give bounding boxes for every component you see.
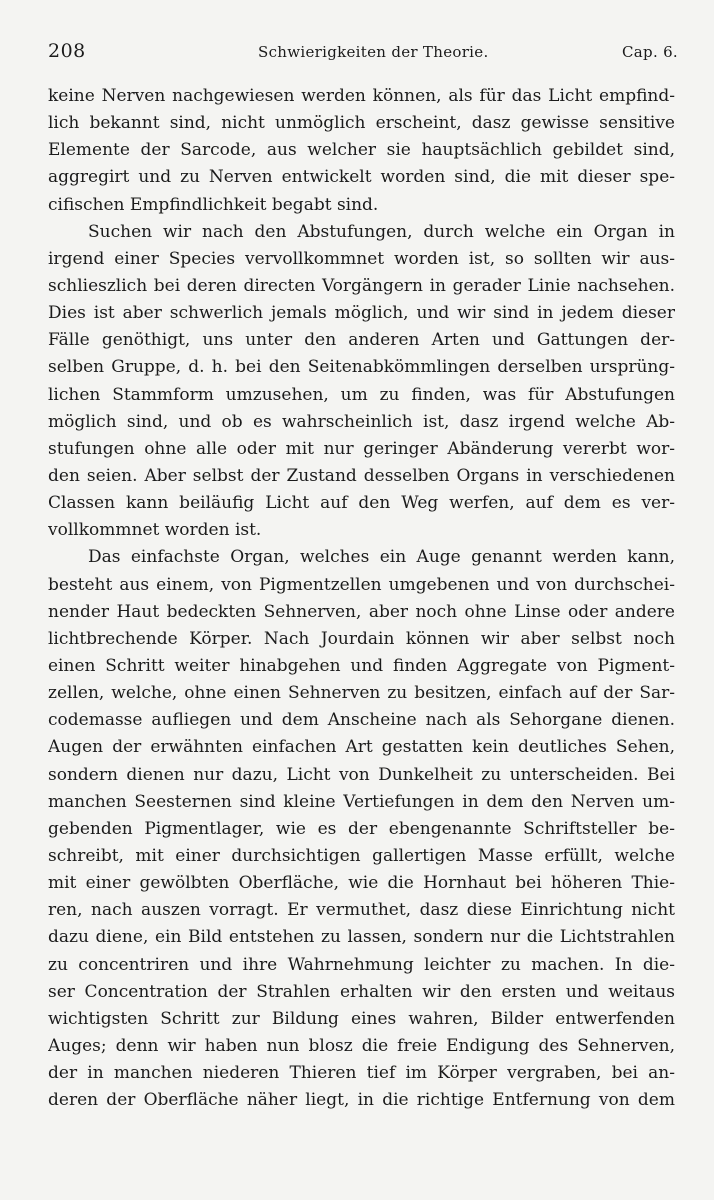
- text-line: sondern dienen nur dazu, Licht von Dunkelheit zu unterscheiden. Bei: [48, 764, 675, 785]
- text-line: gebenden Pigmentlager, wie es der ebengenannte Schriftsteller be-: [48, 818, 675, 839]
- text-line: Auges; denn wir haben nun blosz die freie Endigung des Sehnerven,: [48, 1035, 675, 1056]
- text-line: lichen Stammform umzusehen, um zu finden, was für Abstufungen: [48, 384, 675, 405]
- body-text: [48, 83, 675, 1114]
- text-line: cifischen Empfindlichkeit begabt sind.: [48, 194, 379, 215]
- text-line: mit einer gewölbten Oberfläche, wie die Hornhaut bei höheren Thie-: [48, 873, 675, 894]
- text-line: dazu diene, ein Bild entstehen zu lassen, sondern nur die Lichtstrahlen: [48, 927, 675, 948]
- text-line: Dies ist aber schwerlich jemals möglich, und wir sind in jedem dieser: [48, 303, 675, 324]
- text-line: manchen Seesternen sind kleine Vertiefungen in dem den Nerven um-: [48, 791, 675, 812]
- text-line: vollkommnet worden ist.: [48, 520, 262, 541]
- text-line: einen Schritt weiter hinabgehen und finden Aggregate von Pigment-: [48, 655, 675, 676]
- text-line: besteht aus einem, von Pigmentzellen umgebenen und von durchschei-: [48, 574, 675, 595]
- text-line: der in manchen niederen Thieren tief im Körper vergraben, bei an-: [48, 1063, 675, 1084]
- text-line: codemasse aufliegen und dem Anscheine nach als Sehorgane dienen.: [48, 710, 675, 731]
- text-line: wichtigsten Schritt zur Bildung eines wahren, Bilder entwerfenden: [48, 1008, 675, 1029]
- text-line: zellen, welche, ohne einen Sehnerven zu besitzen, einfach auf der Sar-: [48, 683, 675, 704]
- text-line: lich bekannt sind, nicht unmöglich erscheint, dasz gewisse sensitive: [48, 113, 675, 134]
- text-line: ser Concentration der Strahlen erhalten wir den ersten und weitaus: [48, 981, 675, 1002]
- page-number: 208: [48, 40, 86, 62]
- text-line: zu concentriren und ihre Wahrnehmung leichter zu machen. In die-: [48, 954, 675, 975]
- text-line: möglich sind, und ob es wahrscheinlich ist, dasz irgend welche Ab-: [48, 411, 675, 432]
- text-line: Fälle genöthigt, uns unter den anderen Arten und Gattungen der-: [48, 330, 675, 351]
- text-line: irgend einer Species vervollkommnet worden ist, so sollten wir aus-: [48, 248, 675, 269]
- text-line: nender Haut bedeckten Sehnerven, aber noch ohne Linse oder andere: [48, 601, 675, 622]
- text-line: keine Nerven nachgewiesen werden können, als für das Licht empfind-: [48, 86, 675, 106]
- text-line: aggregirt und zu Nerven entwickelt worden sind, die mit dieser spe-: [48, 167, 675, 188]
- text-line: Augen der erwähnten einfachen Art gestatten kein deutliches Sehen,: [48, 737, 675, 758]
- page-header: [48, 40, 678, 66]
- text-line: ren, nach auszen vorragt. Er vermuthet, dasz diese Einrichtung nicht: [48, 900, 675, 921]
- text-line: Classen kann beiläufig Licht auf den Weg werfen, auf dem es ver-: [48, 493, 675, 514]
- text-line: deren der Oberfläche näher liegt, in die richtige Entfernung von dem: [48, 1090, 675, 1111]
- text-line: schreibt, mit einer durchsichtigen gallertigen Masse erfüllt, welche: [48, 845, 675, 866]
- chapter-label: Cap. 6.: [622, 43, 678, 61]
- text-line: Suchen wir nach den Abstufungen, durch welche ein Organ in: [88, 221, 675, 242]
- running-head: Schwierigkeiten der Theorie.: [258, 43, 489, 61]
- text-line: selben Gruppe, d. h. bei den Seitenabkömmlingen derselben ursprüng-: [48, 357, 675, 378]
- text-line: schlieszlich bei deren directen Vorgängern in gerader Linie nachsehen.: [48, 275, 675, 296]
- text-line: lichtbrechende Körper. Nach Jourdain können wir aber selbst noch: [48, 628, 675, 649]
- text-line: stufungen ohne alle oder mit nur geringer Abänderung vererbt wor-: [48, 438, 675, 459]
- text-line: Elemente der Sarcode, aus welcher sie hauptsächlich gebildet sind,: [48, 140, 675, 161]
- text-line: Das einfachste Organ, welches ein Auge genannt werden kann,: [88, 547, 675, 568]
- text-line: den seien. Aber selbst der Zustand desselben Organs in verschiedenen: [48, 465, 675, 486]
